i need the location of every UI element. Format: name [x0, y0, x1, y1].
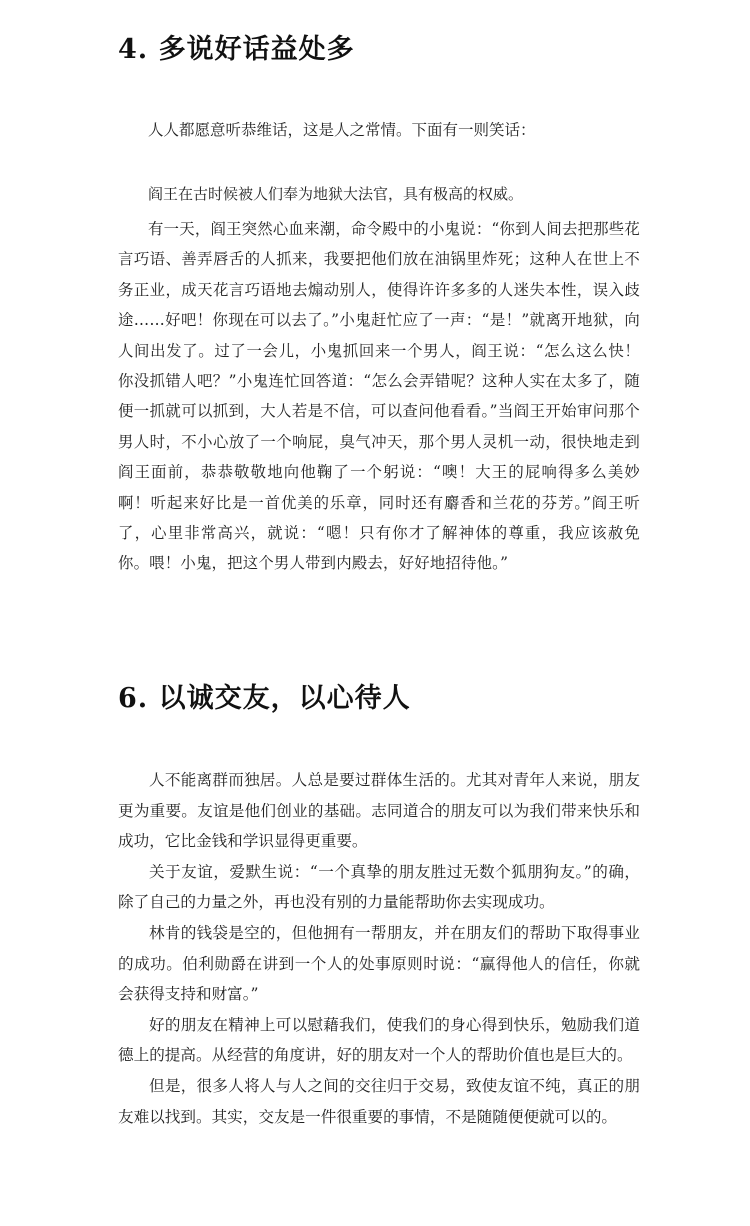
body-paragraph: 但是，很多人将人与人之间的交往归于交易，致使友谊不纯，真正的朋友难以找到。其实，交友是一件很重要的事情，不是随随便便就可以的。: [118, 1076, 640, 1126]
section-heading: 4. 多说好话益处多: [118, 34, 355, 65]
body-paragraph: 关于友谊，爱默生说：“一个真挚的朋友胜过无数个狐朋狗友。”的确，除了自己的力量之外，再也没有别的力量能帮助你去实现成功。: [118, 862, 640, 912]
intro-paragraph: 人人都愿意听恭维话，这是人之常情。下面有一则笑话：: [148, 121, 536, 139]
story-paragraph: 有一天，阎王突然心血来潮，命令殿中的小鬼说：“你到人间去把那些花言巧语、善弄唇舌的人抓来，我要把他们放在油锅里炸死；这种人在世上不务正业，成天花言巧语地去煽动别人，使得许许多多的人迷失本性，误入歧途……好吧！你现在可以去了。”小鬼赶忙应了一声：“是！”就离开地狱，向人间出发了。过了一会儿，小鬼抓回来一个男人，阎王说：“怎么这么快！你没抓错人吧？”小鬼连忙回答道：“怎么会弄错呢？这种人实在太多了，随便一抓就可以抓到，大人若是不信，可以查问他看看。”当阎王开始审问那个男人时，不小心放了一个响屁，臭气冲天，那个男人灵机一动，很快地走到阎王面前，恭恭敬敬地向他鞠了一个躬说：“噢！大王的屁响得多么美妙啊！听起来好比是一首优美的乐章，同时还有麝香和兰花的芬芳。”阎王听了，心里非常高兴，就说：“嗯！只有你才了解神体的尊重，我应该赦免你。喂！小鬼，把这个男人带到内殿去，好好地招待他。”: [118, 220, 640, 573]
section-heading: 6. 以诚交友，以心待人: [118, 683, 411, 714]
section-body: [118, 765, 640, 1132]
body-paragraph: 林肯的钱袋是空的，但他拥有一帮朋友，并在朋友们的帮助下取得事业的成功。伯利勋爵在讲到一个人的处事原则时说：“赢得他人的信任，你就会获得支持和财富。”: [118, 923, 640, 1004]
story-opening-line: 阎王在古时候被人们奉为地狱大法官，具有极高的权威。: [148, 185, 524, 203]
body-paragraph: 人不能离群而独居。人总是要过群体生活的。尤其对青年人来说，朋友更为重要。友谊是他们创业的基础。志同道合的朋友可以为我们带来快乐和成功，它比金钱和学识显得更重要。: [118, 771, 640, 851]
body-paragraph: 好的朋友在精神上可以慰藉我们，使我们的身心得到快乐，勉励我们道德上的提高。从经营的角度讲，好的朋友对一个人的帮助价值也是巨大的。: [118, 1015, 640, 1065]
